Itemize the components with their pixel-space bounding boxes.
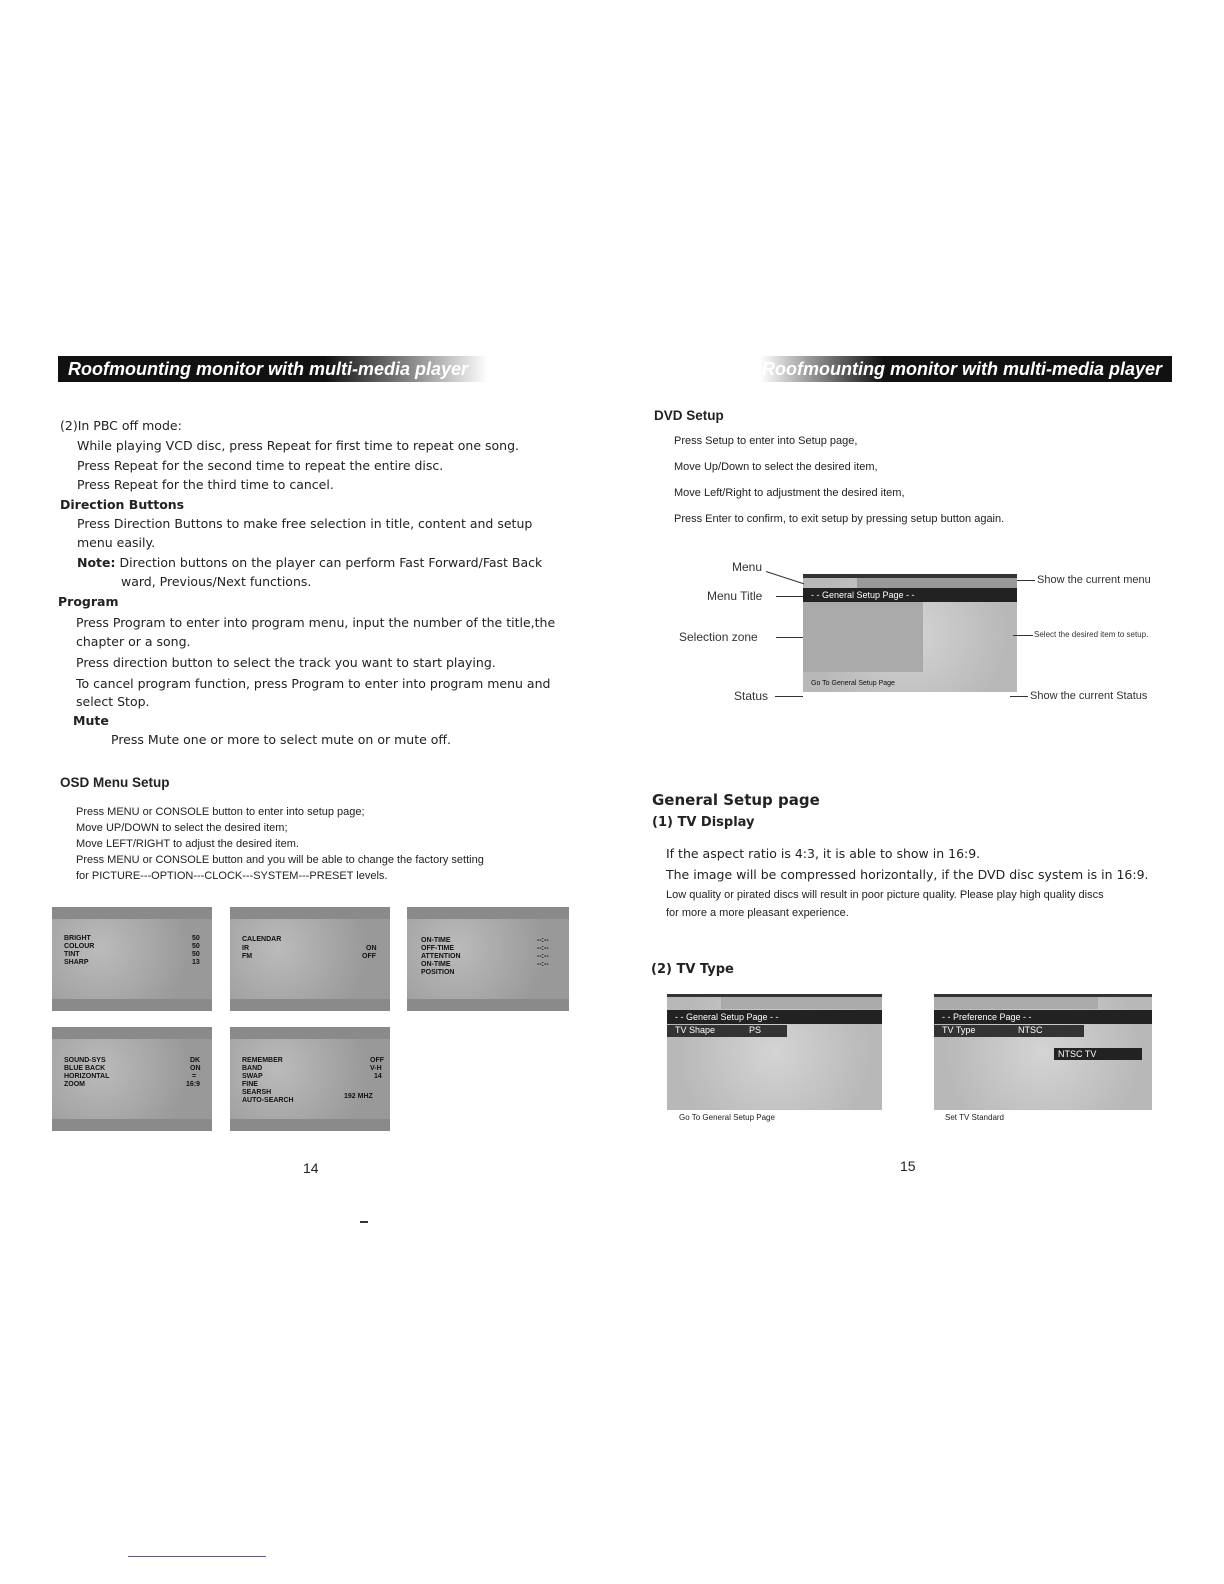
fig1-row-label: TV Shape <box>675 1025 716 1035</box>
callout-show-status: Show the current Status <box>1030 690 1148 702</box>
program-line-3: Press direction button to select the track you want to start playing. <box>76 655 496 670</box>
dvd-menu-diagram <box>803 574 1017 692</box>
picture-screen <box>52 907 212 1011</box>
tv-display-line-1: If the aspect ratio is 4:3, it is able to show in 16:9. <box>666 846 981 861</box>
tv-display-line-3: Low quality or pirated discs will result in poor picture quality. Please play high quality discs <box>666 889 1104 901</box>
system-value-3: = <box>192 1073 197 1080</box>
picture-label-3: TINT <box>64 951 80 958</box>
right-banner: Roofmounting monitor with multi-media player <box>760 356 1172 382</box>
osd-line-2: Move UP/DOWN to select the desired item; <box>76 822 288 834</box>
menu-status-text: Go To General Setup Page <box>811 680 895 687</box>
direction-line-1: Press Direction Buttons to make free selection in title, content and setup <box>77 516 533 531</box>
note-line <box>77 555 542 570</box>
program-line-4: To cancel program function, press Program to enter into program menu and <box>76 676 551 691</box>
fig2-row-label: TV Type <box>942 1025 976 1035</box>
right-page-number: 15 <box>900 1158 916 1174</box>
osd-line-5: for PICTURE---OPTION---CLOCK---SYSTEM---PRESET levels. <box>76 870 388 882</box>
clock-label-4: ON-TIME <box>421 961 451 968</box>
dvd-line-3: Move Left/Right to adjustment the desired item, <box>674 487 905 499</box>
callout-select-item: Select the desired item to setup. <box>1034 630 1149 639</box>
mute-line: Press Mute one or more to select mute on or mute off. <box>111 732 451 747</box>
fig2-popup: NTSC TV <box>1054 1048 1142 1060</box>
option-label-1: CALENDAR <box>242 936 282 943</box>
clock-value-1: --:-- <box>537 937 549 944</box>
option-label-2: IR <box>242 945 249 952</box>
note-text: Direction buttons on the player can perform Fast Forward/Fast Back <box>115 555 543 570</box>
note-label: Note: <box>77 555 116 570</box>
pbc-line-1: While playing VCD disc, press Repeat for first time to repeat one song. <box>77 438 519 453</box>
callout-menu-line <box>766 571 804 584</box>
tv-display-line-4: for more a more pleasant experience. <box>666 907 849 919</box>
fig2-caption: Set TV Standard <box>945 1113 1004 1122</box>
fig2-title-bar: - - Preference Page - - <box>934 1010 1152 1024</box>
preset-label-3: SWAP <box>242 1073 263 1080</box>
preset-label-6: AUTO-SEARCH <box>242 1097 294 1104</box>
clock-label-3: ATTENTION <box>421 953 461 960</box>
picture-label-4: SHARP <box>64 959 89 966</box>
pbc-line-3: Press Repeat for the third time to cancel. <box>77 477 334 492</box>
option-value-2: OFF <box>362 953 376 960</box>
option-value-1: ON <box>366 945 377 952</box>
preset-label-4: FINE <box>242 1081 258 1088</box>
preset-screen <box>230 1027 390 1131</box>
option-screen <box>230 907 390 1011</box>
clock-value-4: --:-- <box>537 961 549 968</box>
pbc-heading: (2)In PBC off mode: <box>60 418 182 433</box>
dvd-heading: DVD Setup <box>654 408 724 423</box>
preset-value-1: OFF <box>370 1057 384 1064</box>
callout-menu-title-line <box>776 596 803 597</box>
tv-display-line-2: The image will be compressed horizontally, if the DVD disc system is in 16:9. <box>666 867 1149 882</box>
tv-type-heading: (2) TV Type <box>651 962 734 977</box>
menu-title-bar: - - General Setup Page - - <box>803 588 1017 602</box>
osd-line-1: Press MENU or CONSOLE button to enter into setup page; <box>76 806 365 818</box>
fig1-title-bar: - - General Setup Page - - <box>667 1010 882 1024</box>
system-screen <box>52 1027 212 1131</box>
callout-status-right-line <box>1010 696 1028 697</box>
pbc-line-2: Press Repeat for the second time to repeat the entire disc. <box>77 458 444 473</box>
clock-label-5: POSITION <box>421 969 455 976</box>
tv-type-figure <box>934 994 1152 1110</box>
left-page-number: 14 <box>303 1160 319 1176</box>
osd-heading: OSD Menu Setup <box>60 775 170 790</box>
tv-shape-figure <box>667 994 882 1110</box>
program-line-2: chapter or a song. <box>76 634 191 649</box>
system-value-4: 16:9 <box>186 1081 201 1088</box>
program-heading: Program <box>58 594 119 609</box>
program-line-1: Press Program to enter into program menu, input the number of the title,the <box>76 615 556 630</box>
callout-selection-line <box>776 637 803 638</box>
callout-menu: Menu <box>732 560 763 574</box>
clock-label-2: OFF-TIME <box>421 945 455 952</box>
left-banner: Roofmounting monitor with multi-media player <box>58 356 488 382</box>
picture-value-3: 50 <box>192 951 200 958</box>
preset-value-3: 14 <box>374 1073 382 1080</box>
callout-status-line <box>775 696 803 697</box>
fig1-caption: Go To General Setup Page <box>679 1113 775 1122</box>
clock-value-3: --:-- <box>537 953 549 960</box>
system-label-4: ZOOM <box>64 1081 85 1088</box>
dvd-line-4: Press Enter to confirm, to exit setup by pressing setup button again. <box>674 513 1005 525</box>
picture-value-1: 50 <box>192 935 200 942</box>
picture-value-4: 13 <box>192 959 200 966</box>
fig1-row-value: PS <box>749 1025 762 1035</box>
direction-line-2: menu easily. <box>77 535 156 550</box>
clock-screen <box>407 907 569 1011</box>
mute-heading: Mute <box>73 713 109 728</box>
callout-select-line <box>1013 635 1033 636</box>
osd-line-3: Move LEFT/RIGHT to adjust the desired item. <box>76 838 299 850</box>
clock-label-1: ON-TIME <box>421 937 451 944</box>
scan-mark <box>360 1221 368 1223</box>
preset-label-5: SEARSH <box>242 1089 272 1096</box>
general-heading: General Setup page <box>652 791 820 809</box>
system-label-3: HORIZONTAL <box>64 1073 110 1080</box>
preset-value-4: 192 MHZ <box>344 1093 373 1100</box>
callout-menu-title: Menu Title <box>707 589 763 603</box>
clock-value-2: --:-- <box>537 945 549 952</box>
picture-value-2: 50 <box>192 943 200 950</box>
preset-label-2: BAND <box>242 1065 263 1072</box>
callout-selection-zone: Selection zone <box>679 630 758 644</box>
bottom-rule <box>128 1556 266 1557</box>
system-label-2: BLUE BACK <box>64 1065 106 1072</box>
picture-label-1: BRIGHT <box>64 935 91 942</box>
dvd-line-2: Move Up/Down to select the desired item, <box>674 461 878 473</box>
dvd-line-1: Press Setup to enter into Setup page, <box>674 435 858 447</box>
system-value-2: ON <box>190 1065 201 1072</box>
osd-line-4: Press MENU or CONSOLE button and you will be able to change the factory setting <box>76 854 484 866</box>
system-value-1: DK <box>190 1057 201 1064</box>
note-line-2: ward, Previous/Next functions. <box>121 574 312 589</box>
callout-show-menu: Show the current menu <box>1037 574 1151 586</box>
tv-display-heading: (1) TV Display <box>652 815 755 830</box>
picture-label-2: COLOUR <box>64 943 95 950</box>
callout-status: Status <box>734 689 769 703</box>
system-label-1: SOUND-SYS <box>64 1057 106 1064</box>
fig2-row-value: NTSC <box>1018 1025 1043 1035</box>
preset-value-2: V-H <box>370 1065 382 1072</box>
program-line-5: select Stop. <box>76 694 150 709</box>
callout-show-menu-line <box>1017 580 1035 581</box>
preset-label-1: REMEMBER <box>242 1057 283 1064</box>
direction-heading: Direction Buttons <box>60 497 185 512</box>
option-label-3: FM <box>242 953 253 960</box>
